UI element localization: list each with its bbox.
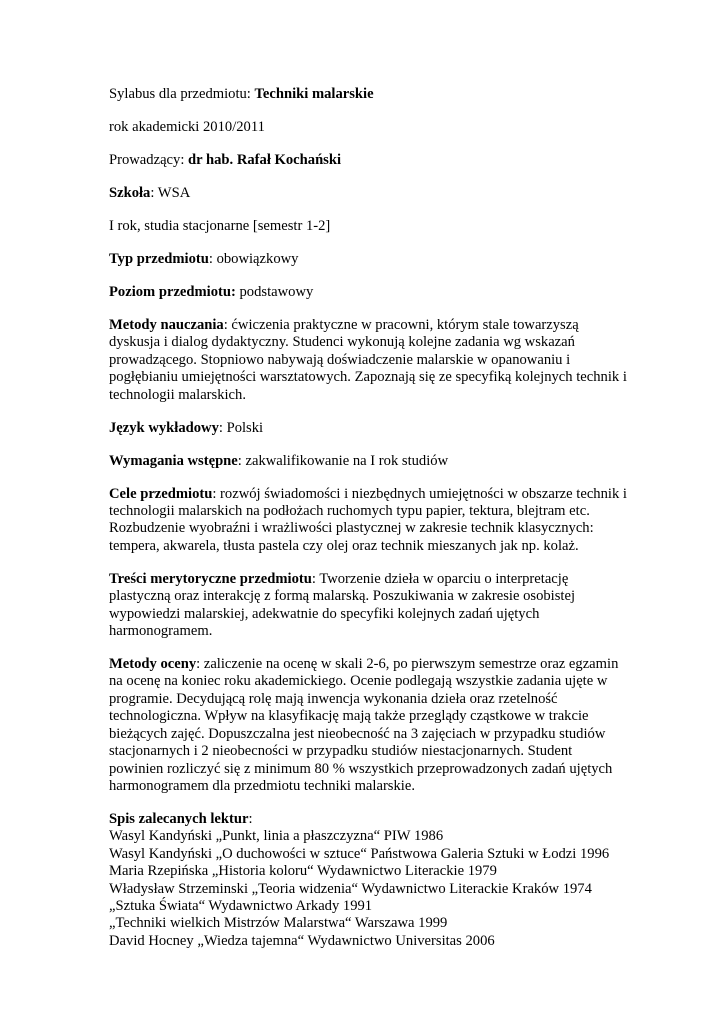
subject-level-value: podstawowy (235, 284, 314, 300)
language-label: Język wykładowy (109, 419, 219, 436)
syllabus-document (109, 86, 629, 950)
teaching-methods-text: : ćwiczenia praktyczne w pracowni, którym stale towarzyszą dyskusja i dialog dydaktyczny. Studenci wykonują kolejne zadania wg wskazań prowadzącego. Stopniowo nabywają doświadczenie malarskie w opanowaniu i pogłębianiu umiejętności warsztatowych. Zapoznają się ze specyfiką kolejnych technik i technologii malarskich. (109, 317, 627, 403)
language-value: : Polski (218, 419, 264, 436)
subject-label: Sylabus dla przedmiotu: (109, 86, 255, 102)
reading-item: „Techniki wielkich Mistrzów Malarstwa“ Warszawa 1999 (109, 915, 448, 932)
requirements-value: : zakwalifikowanie na I rok studiów (237, 452, 449, 469)
reading-list (109, 828, 629, 950)
reading-heading (109, 811, 629, 828)
assessment-label: Metody oceny (109, 656, 197, 673)
school-line (109, 185, 629, 202)
reading-item: Wasyl Kandyński „Punkt, linia a płaszczyzna“ PIW 1986 (109, 828, 444, 845)
school-value: : WSA (150, 185, 191, 201)
subject-level-label: Poziom przedmiotu: (109, 284, 236, 300)
reading-item: Wasyl Kandyński „O duchowości w sztuce“ Państwowa Galeria Sztuki w Łodzi 1996 (109, 845, 610, 862)
reading-label: Spis zalecanych lektur (109, 810, 249, 827)
lecturer-value: dr hab. Rafał Kochański (188, 152, 342, 168)
reading-item: Maria Rzepińska „Historia koloru“ Wydawnictwo Literackie 1979 (109, 863, 497, 880)
content-text: : Tworzenie dzieła w oparciu o interpretację plastyczną oraz interakcję z formą malarską. Poszukiwania w zakresie osobistej wypowiedzi malarskiej, adekwatnie do specyfiki kolejnych zadań ujętych harmonogramem. (109, 570, 576, 640)
objectives-paragraph (109, 486, 629, 556)
assessment-paragraph (109, 656, 629, 795)
requirements-label: Wymagania wstępne (109, 452, 238, 469)
subject-line (109, 86, 629, 103)
language-line (109, 420, 629, 437)
lecturer-label: Prowadzący: (109, 152, 189, 168)
subject-type-value: : obowiązkowy (208, 251, 299, 267)
teaching-methods-paragraph (109, 317, 629, 404)
subject-type-line (109, 251, 629, 268)
teaching-methods-label: Metody nauczania (109, 317, 224, 333)
reading-item: „Sztuka Świata“ Wydawnictwo Arkady 1991 (109, 897, 373, 914)
reading-item: Władysław Strzeminski „Teoria widzenia“ Wydawnictwo Literackie Kraków 1974 (109, 880, 592, 897)
subject-value: Techniki malarskie (254, 86, 374, 102)
assessment-text: : zaliczenie na ocenę w skali 2-6, po pierwszym semestrze oraz egzamin na ocenę na koniec roku akademickiego. Ocenie podlegają wszystkie zadania ujęte w programie. Decydującą rolę mają inwencja wykonania dzieła oraz rzetelność technologiczna. Wpływ na klasyfikację mają także przeglądy cząstkowe w trakcie bieżących zajęć. Dopuszczalna jest nieobecność na 3 zajęciach w przypadku studiów stacjonarnych i 2 nieobecności w przypadku studiów niestacjonarnych. Student powinien rozliczyć się z minimum 80 % wszystkich przeprowadzonych zadań ujętych harmonogramem dla przedmiotu techniki malarskie. (109, 656, 619, 794)
subject-type-label: Typ przedmiotu (109, 251, 209, 267)
requirements-line (109, 453, 629, 470)
content-paragraph (109, 571, 629, 641)
reading-label-suffix: : (248, 810, 253, 827)
objectives-text: : rozwój świadomości i niezbędnych umiejętności w obszarze technik i technologii malarskich na podłożach ruchomych typu papier, tektura, blejtram etc. Rozbudzenie wyobraźni i wrażliwości plastycznej w zakresie technik klasycznych: tempera, akwarela, tłusta pastela czy olej oraz technik mieszanych jak np. kolaż. (109, 485, 627, 554)
study-year: I rok, studia stacjonarne [semestr 1-2] (109, 218, 331, 234)
lecturer-line (109, 152, 629, 169)
academic-year: rok akademicki 2010/2011 (109, 119, 265, 135)
school-label: Szkoła (109, 185, 151, 201)
content-label: Treści merytoryczne przedmiotu (109, 570, 312, 587)
subject-level-line (109, 284, 629, 301)
objectives-label: Cele przedmiotu (109, 485, 213, 502)
reading-item: David Hocney „Wiedza tajemna“ Wydawnictwo Universitas 2006 (109, 932, 495, 949)
